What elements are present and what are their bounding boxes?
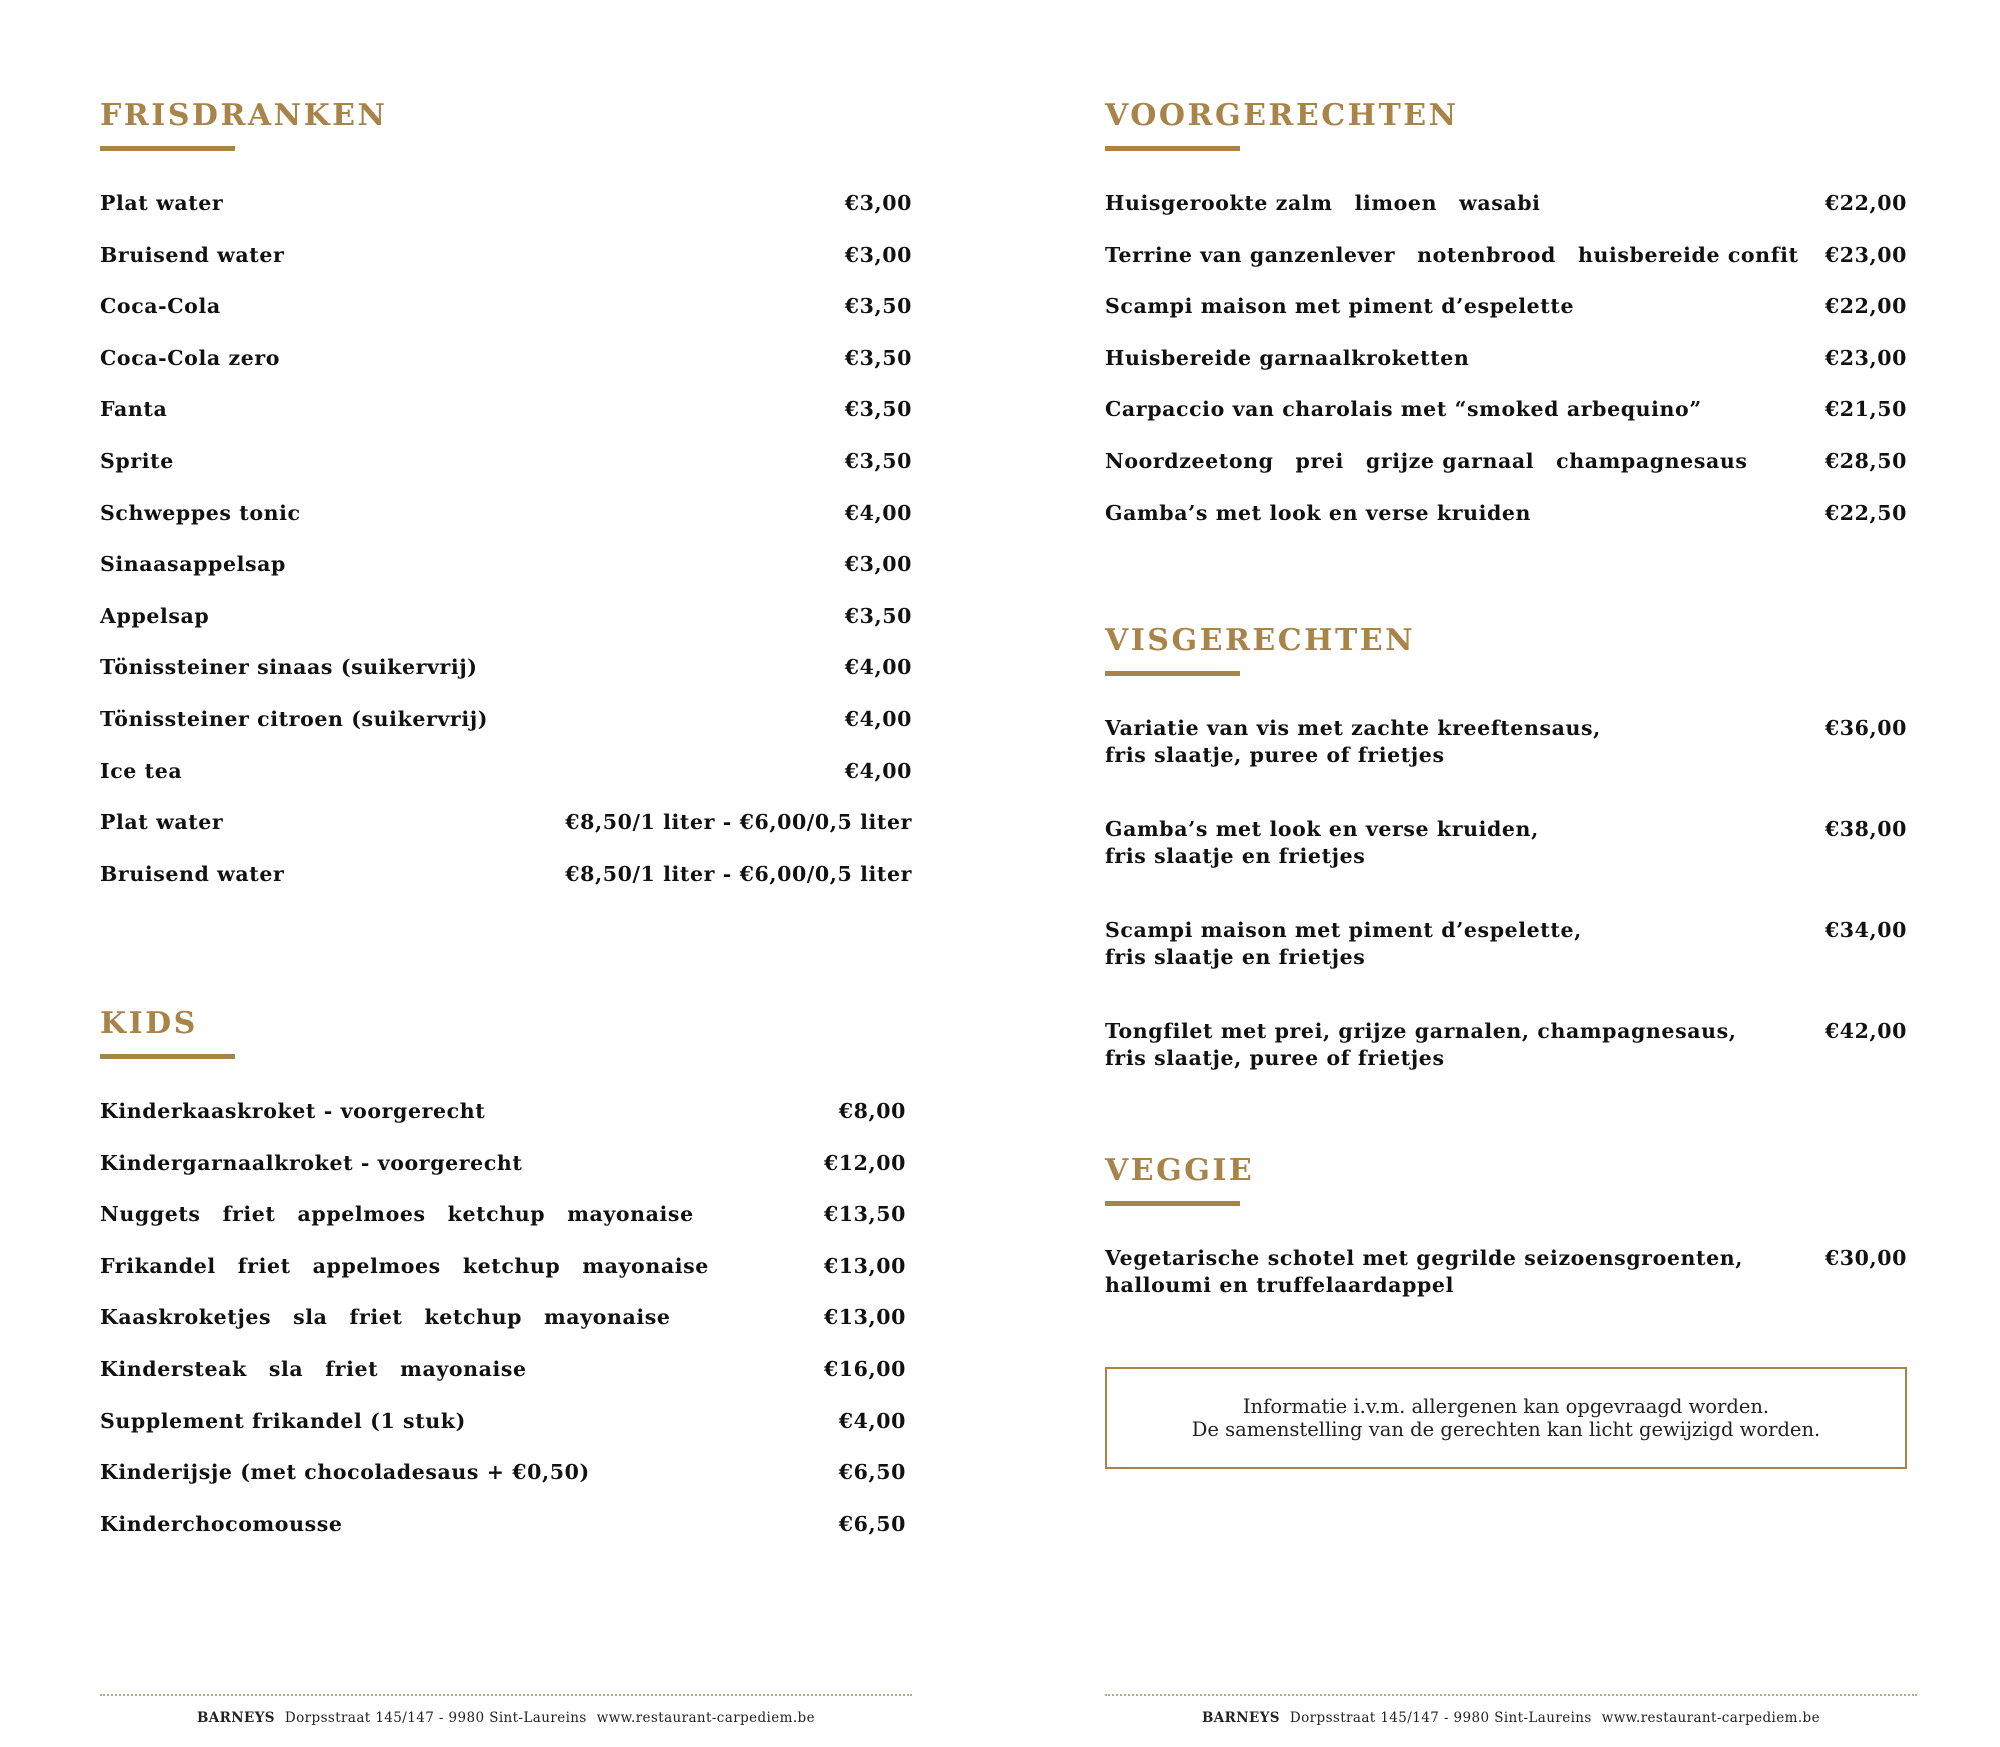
item-name: Nuggets friet appelmoes ketchup mayonaise [100, 1202, 694, 1227]
section-title: VEGGIE [1105, 1153, 1255, 1188]
menu-item [100, 706, 912, 733]
section-title: VISGERECHTEN [1105, 623, 1416, 658]
footer-divider [100, 1694, 912, 1696]
item-name: Scampi maison met piment d’espelette [1105, 294, 1575, 319]
menu-item [100, 551, 912, 578]
item-price: €22,00 [1824, 191, 1907, 215]
heading-underline [1105, 1201, 1240, 1206]
item-name: Frikandel friet appelmoes ketchup mayonaise [100, 1253, 709, 1278]
menu-item [100, 1304, 912, 1331]
menu-item [100, 1408, 912, 1435]
section-veggie [1105, 1151, 1907, 1346]
item-price: €22,50 [1824, 500, 1907, 525]
heading-underline [100, 146, 235, 151]
menu-item [100, 809, 912, 836]
menu-item [100, 345, 912, 372]
item-price: €4,00 [844, 706, 912, 731]
right-page [1105, 0, 1917, 1747]
item-price: €8,50/1 liter - €6,00/0,5 liter [565, 810, 912, 835]
menu-item [100, 861, 912, 888]
menu-item [1105, 448, 1907, 475]
menu-item [100, 1098, 912, 1125]
item-name: Kindersteak sla friet mayonaise [100, 1356, 527, 1381]
menu-item [100, 758, 912, 785]
item-price: €3,00 [844, 242, 912, 267]
item-name: Tönissteiner citroen (suikervrij) [100, 706, 489, 731]
item-price: €6,50 [838, 1511, 906, 1536]
item-price: €3,50 [844, 397, 912, 422]
item-name: Sprite [100, 448, 174, 473]
item-price: €3,50 [844, 294, 912, 319]
item-price: €13,00 [823, 1253, 906, 1278]
heading-underline [100, 1054, 235, 1059]
item-price: €28,50 [1824, 448, 1907, 473]
item-name: Bruisend water [100, 242, 285, 267]
footer-address: Dorpsstraat 145/147 - 9980 Sint-Laureins [284, 1710, 587, 1726]
menu-item [100, 603, 912, 630]
menu-item [1105, 293, 1907, 320]
item-name: Carpaccio van charolais met “smoked arbequino” [1105, 397, 1702, 422]
item-price: €34,00 [1824, 918, 1907, 942]
footer [100, 1710, 912, 1726]
menu-item [100, 396, 912, 423]
item-name: Ice tea [100, 758, 183, 783]
section-visgerechten [1105, 621, 1907, 1119]
footer-divider [1105, 1694, 1917, 1696]
heading-underline [1105, 671, 1240, 676]
item-name: Plat water [100, 191, 224, 215]
left-page [100, 0, 912, 1747]
info-line: Informatie i.v.m. allergenen kan opgevraagd worden. [1242, 1395, 1770, 1418]
menu-item [1105, 190, 1907, 217]
menu-item [100, 1356, 912, 1383]
menu-item [1105, 917, 1907, 971]
item-name: Vegetarische schotel met gegrilde seizoensgroenten, halloumi en truffelaardappel [1105, 1246, 1743, 1297]
item-name: Sinaasappelsap [100, 552, 286, 577]
menu-item [100, 500, 912, 527]
footer-website: www.restaurant-carpediem.be [1601, 1710, 1820, 1726]
footer-brand: BARNEYS [197, 1710, 275, 1726]
item-price: €4,00 [844, 655, 912, 680]
menu-item [100, 654, 912, 681]
item-price: €8,50/1 liter - €6,00/0,5 liter [565, 861, 912, 886]
menu-item [1105, 1018, 1907, 1072]
item-name: Coca-Cola [100, 294, 221, 319]
item-price: €3,50 [844, 603, 912, 628]
menu-item [1105, 715, 1907, 769]
item-price: €23,00 [1824, 242, 1907, 267]
item-price: €21,50 [1824, 397, 1907, 422]
menu-item [100, 1253, 912, 1280]
menu-item [100, 1511, 912, 1538]
menu-item [100, 1201, 912, 1228]
item-name: Plat water [100, 810, 224, 835]
item-name: Tongfilet met prei, grijze garnalen, champagnesaus, fris slaatje, puree of frietjes [1105, 1019, 1737, 1070]
footer-website: www.restaurant-carpediem.be [596, 1710, 815, 1726]
item-name: Schweppes tonic [100, 500, 301, 525]
item-name: Supplement frikandel (1 stuk) [100, 1408, 466, 1433]
menu-item [100, 293, 912, 320]
item-name: Gamba’s met look en verse kruiden, fris slaatje en frietjes [1105, 817, 1539, 868]
item-name: Bruisend water [100, 861, 285, 886]
item-name: Kaaskroketjes sla friet ketchup mayonaise [100, 1305, 671, 1330]
item-name: Huisbereide garnaalkroketten [1105, 345, 1470, 370]
item-price: €22,00 [1824, 294, 1907, 319]
item-price: €16,00 [823, 1356, 906, 1381]
section-title: FRISDRANKEN [100, 98, 388, 133]
section-voorgerechten [1105, 96, 1907, 551]
item-name: Tönissteiner sinaas (suikervrij) [100, 655, 478, 680]
footer-brand: BARNEYS [1202, 1710, 1280, 1726]
section-title: KIDS [100, 1006, 198, 1041]
item-name: Kinderchocomousse [100, 1511, 343, 1536]
item-price: €23,00 [1824, 345, 1907, 370]
section-kids [100, 1004, 912, 1562]
menu-item [1105, 396, 1907, 423]
item-price: €42,00 [1824, 1019, 1907, 1043]
menu-item [1105, 816, 1907, 870]
item-name: Kindergarnaalkroket - voorgerecht [100, 1150, 523, 1175]
allergen-info-box [1105, 1367, 1907, 1469]
menu-item [100, 190, 912, 217]
item-name: Kinderijsje (met chocoladesaus + €0,50) [100, 1460, 590, 1485]
item-price: €30,00 [1824, 1246, 1907, 1270]
heading-underline [1105, 146, 1240, 151]
info-line: De samenstelling van de gerechten kan licht gewijzigd worden. [1191, 1418, 1821, 1441]
item-price: €13,50 [823, 1202, 906, 1227]
item-name: Coca-Cola zero [100, 345, 281, 370]
item-price: €3,00 [844, 552, 912, 577]
item-name: Variatie van vis met zachte kreeftensaus, fris slaatje, puree of frietjes [1105, 716, 1601, 767]
item-name: Terrine van ganzenlever notenbrood huisbereide confit [1105, 242, 1799, 267]
item-price: €38,00 [1824, 817, 1907, 841]
menu-item [1105, 500, 1907, 527]
item-price: €3,50 [844, 448, 912, 473]
item-price: €3,00 [844, 191, 912, 215]
section-frisdranken [100, 96, 912, 912]
item-price: €13,00 [823, 1305, 906, 1330]
item-name: Huisgerookte zalm limoen wasabi [1105, 191, 1541, 215]
item-name: Gamba’s met look en verse kruiden [1105, 500, 1532, 525]
menu-item [1105, 345, 1907, 372]
menu-item [100, 242, 912, 269]
menu-item [100, 1459, 912, 1486]
item-price: €36,00 [1824, 716, 1907, 740]
item-price: €8,00 [838, 1099, 906, 1123]
footer [1105, 1710, 1917, 1726]
item-price: €6,50 [838, 1460, 906, 1485]
item-name: Noordzeetong prei grijze garnaal champagnesaus [1105, 448, 1748, 473]
item-price: €3,50 [844, 345, 912, 370]
item-name: Fanta [100, 397, 168, 422]
menu-item [100, 448, 912, 475]
menu-item [100, 1150, 912, 1177]
item-price: €4,00 [838, 1408, 906, 1433]
menu-item [1105, 1245, 1907, 1299]
menu-item [1105, 242, 1907, 269]
item-price: €12,00 [823, 1150, 906, 1175]
item-name: Appelsap [100, 603, 210, 628]
footer-address: Dorpsstraat 145/147 - 9980 Sint-Laureins [1289, 1710, 1592, 1726]
item-name: Kinderkaaskroket - voorgerecht [100, 1099, 486, 1123]
section-title: VOORGERECHTEN [1105, 98, 1459, 133]
item-price: €4,00 [844, 758, 912, 783]
item-price: €4,00 [844, 500, 912, 525]
item-name: Scampi maison met piment d’espelette, fris slaatje en frietjes [1105, 918, 1582, 969]
